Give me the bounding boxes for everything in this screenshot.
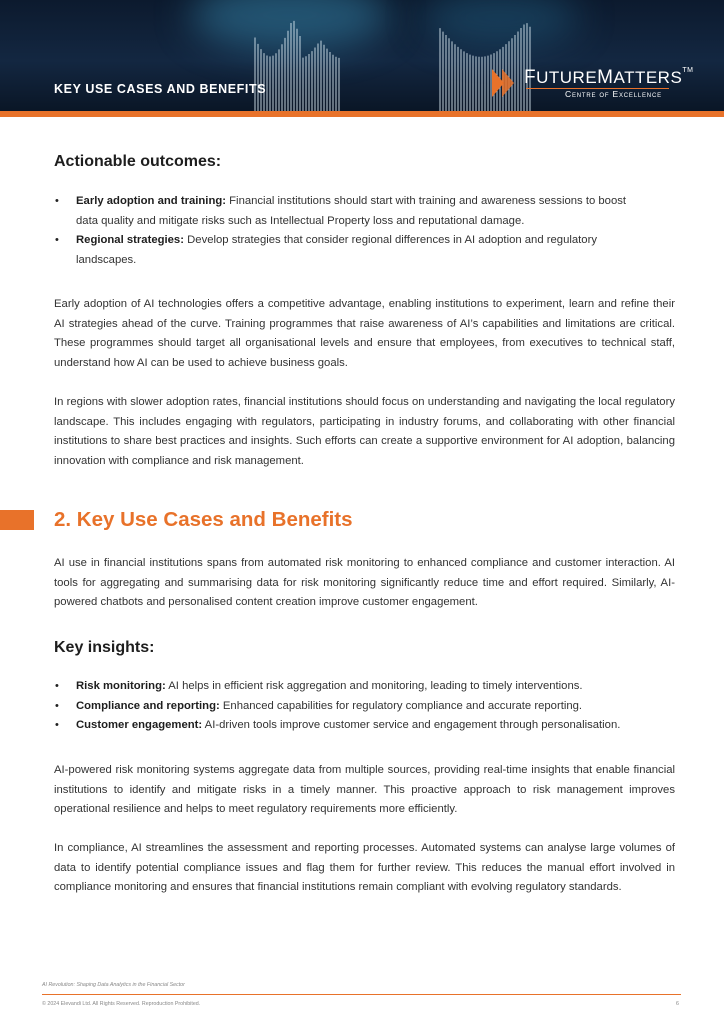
logo-tagline: Centre of Excellence [565, 89, 662, 99]
footer-document-title: AI Revolution: Shaping Data Analytics in the Financial Sector [42, 982, 185, 988]
paragraph: AI-powered risk monitoring systems aggregate data from multiple sources, providing real-time insights that enable financial institutions to identify and mitigate risks in a timely manner. This proactive approach to risk management improves operational resilience and helps to meet regulatory requirements more efficiently. [54, 764, 675, 815]
futurematters-logo [492, 67, 694, 99]
list-item [54, 231, 634, 270]
header-title: KEY USE CASES AND BENEFITS [54, 82, 267, 96]
chevron-logo-icon [492, 69, 518, 97]
list-item [54, 716, 675, 736]
list-item-term: Customer engagement: [76, 719, 203, 731]
footer-copyright: © 2024 Elevandi Ltd. All Rights Reserved. Reproduction Prohibited. [42, 1001, 201, 1007]
header-banner [0, 0, 724, 111]
footer-divider [42, 994, 681, 995]
paragraph: In regions with slower adoption rates, financial institutions should focus on understanding and navigating the local regulatory landscape. This includes engaging with regulators, participating in industry forums, and collaborating with other financial institutions to share best practices and insights. Such efforts can create a supportive environment for AI adoption, balancing innovation with compliance and risk management. [54, 396, 675, 467]
paragraph: In compliance, AI streamlines the assessment and reporting processes. Automated systems can analyse large volumes of data to identify potential compliance issues and flag them for further review. This reduces the manual effort involved in compliance monitoring and ensures that financial institutions remain compliant with evolving regulatory standards. [54, 842, 675, 893]
list-item [54, 677, 675, 697]
list-item-term: Risk monitoring: [76, 680, 166, 692]
page-number: 6 [676, 1001, 679, 1007]
list-item-text: Develop strategies that consider regional differences in AI adoption and regulatory landscapes. [76, 234, 597, 266]
key-insights-list [54, 677, 675, 736]
list-item [54, 697, 675, 717]
list-item-text: Financial institutions should start with training and awareness sessions to boost data quality and mitigate risks such as Intellectual Property loss and reputational damage. [76, 195, 627, 227]
list-item-text: Enhanced capabilities for regulatory compliance and accurate reporting. [219, 699, 583, 712]
key-insights-heading: Key insights: [54, 639, 155, 656]
list-item-term: Early adoption and training: [76, 195, 227, 207]
section-title: 2. Key Use Cases and Benefits [54, 508, 353, 531]
list-item-term: Compliance and reporting: [76, 699, 220, 712]
list-item [54, 192, 634, 231]
list-item-text: AI-driven tools improve customer service and engagement through personalisation. [202, 719, 621, 731]
paragraph: AI use in financial institutions spans from automated risk monitoring to enhanced compliance and customer interaction. AI tools for aggregating and summarising data for risk monitoring significantly reduce time and effort required. Similarly, AI-powered chatbots and personalised content creation improve customer engagement. [54, 557, 675, 608]
actionable-outcomes-list [54, 192, 634, 270]
actionable-outcomes-heading: Actionable outcomes: [54, 153, 222, 170]
paragraph: Early adoption of AI technologies offers a competitive advantage, enabling institutions to experiment, learn and refine their AI strategies ahead of the curve. Training programmes that raise awareness of AI’s capabilities and limitations are critical. These programmes should target all organisational levels and ensure that employees, from executives to technical staff, understand how AI can be used to achieve business goals. [54, 298, 675, 369]
logo-wordmark: FUTUREMATTERS™ [524, 67, 694, 88]
header-accent-strip [0, 111, 724, 117]
section-marker [0, 510, 34, 530]
list-item-term: Regional strategies: [76, 234, 184, 246]
list-item-text: AI helps in efficient risk aggregation and monitoring, leading to timely interventions. [165, 680, 583, 692]
